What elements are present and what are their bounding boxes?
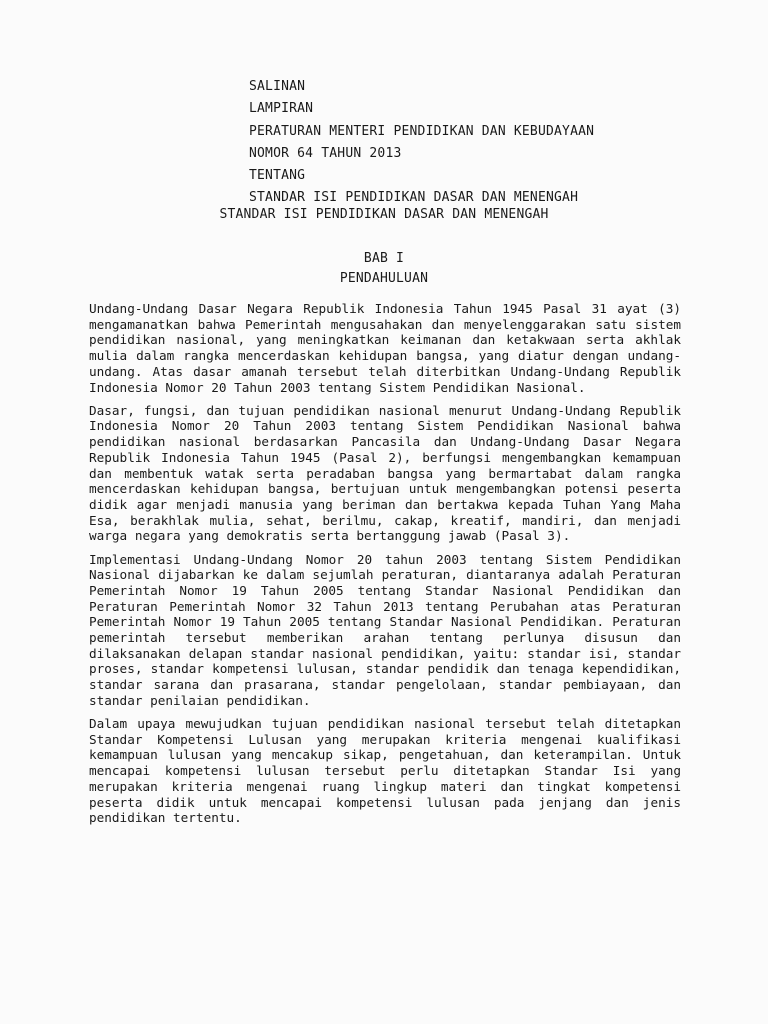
attachment-header: [249, 76, 699, 210]
header-regulation-name: PERATURAN MENTERI PENDIDIKAN DAN KEBUDAYAAN: [249, 123, 595, 139]
header-attachment-label: LAMPIRAN: [249, 101, 314, 117]
paragraph: Dalam upaya mewujudkan tujuan pendidikan nasional tersebut telah ditetapkan Standar Kompetensi Lulusan yang merupakan kriteria mengenai kualifikasi kemampuan lulusan yang mencakup sikap, pengetahuan, dan keterampilan. Untuk mencapai kompetensi lulusan tersebut perlu ditetapkan Standar Isi yang merupakan kriteria mengenai ruang lingkup materi dan tingkat kompetensi peserta didik untuk mencapai kompetensi lulusan pada jenjang dan jenis pendidikan tertentu.: [89, 716, 681, 826]
chapter-heading: [0, 249, 768, 288]
paragraph: Implementasi Undang-Undang Nomor 20 tahun 2003 tentang Sistem Pendidikan Nasional dijabarkan ke dalam sejumlah peraturan, diantaranya adalah Peraturan Pemerintah Nomor 19 Tahun 2005 tentang Standar Nasional Pendidikan dan Peraturan Pemerintah Nomor 32 Tahun 2013 tentang Perubahan atas Peraturan Pemerintah Nomor 19 Tahun 2005 tentang Standar Nasional Pendidikan. Peraturan pemerintah tersebut memberikan arahan tentang perlunya disusun dan dilaksanakan delapan standar nasional pendidikan, yaitu: standar isi, standar proses, standar kompetensi lulusan, standar pendidik dan tenaga kependidikan, standar sarana dan prasarana, standar pengelolaan, standar pembiayaan, dan standar penilaian pendidikan.: [89, 551, 681, 708]
header-regulation-subject: STANDAR ISI PENDIDIKAN DASAR DAN MENENGAH: [249, 190, 579, 206]
header-about-label: TENTANG: [249, 168, 306, 184]
body-text: [89, 301, 681, 834]
header-regulation-number: NOMOR 64 TAHUN 2013: [249, 145, 402, 161]
chapter-title: PENDAHULUAN: [339, 270, 429, 286]
document-title: STANDAR ISI PENDIDIKAN DASAR DAN MENENGAH: [219, 207, 549, 222]
paragraph: Undang-Undang Dasar Negara Republik Indonesia Tahun 1945 Pasal 31 ayat (3) mengamanatkan bahwa Pemerintah mengusahakan dan menyelenggarakan satu sistem pendidikan nasional, yang meningkatkan keimanan dan ketakwaan serta akhlak mulia dalam rangka mencerdaskan kehidupan bangsa, yang diatur dengan undang-undang. Atas dasar amanah tersebut telah diterbitkan Undang-Undang Republik Indonesia Nomor 20 Tahun 2003 tentang Sistem Pendidikan Nasional.: [89, 301, 681, 395]
chapter-number: BAB I: [363, 251, 405, 266]
header-copy-label: SALINAN: [249, 79, 306, 94]
paragraph: Dasar, fungsi, dan tujuan pendidikan nasional menurut Undang-Undang Republik Indonesia Nomor 20 Tahun 2003 tentang Sistem Pendidikan Nasional bahwa pendidikan nasional berdasarkan Pancasila dan Undang-Undang Dasar Negara Republik Indonesia Tahun 1945 (Pasal 2), berfungsi mengembangkan kemampuan dan membentuk watak serta peradaban bangsa yang bermartabat dalam rangka mencerdaskan kehidupan bangsa, bertujuan untuk mengembangkan potensi peserta didik agar menjadi manusia yang beriman dan bertakwa kepada Tuhan Yang Maha Esa, berakhlak mulia, sehat, berilmu, cakap, kreatif, mandiri, dan menjadi warga negara yang demokratis serta bertanggung jawab (Pasal 3).: [89, 402, 681, 544]
